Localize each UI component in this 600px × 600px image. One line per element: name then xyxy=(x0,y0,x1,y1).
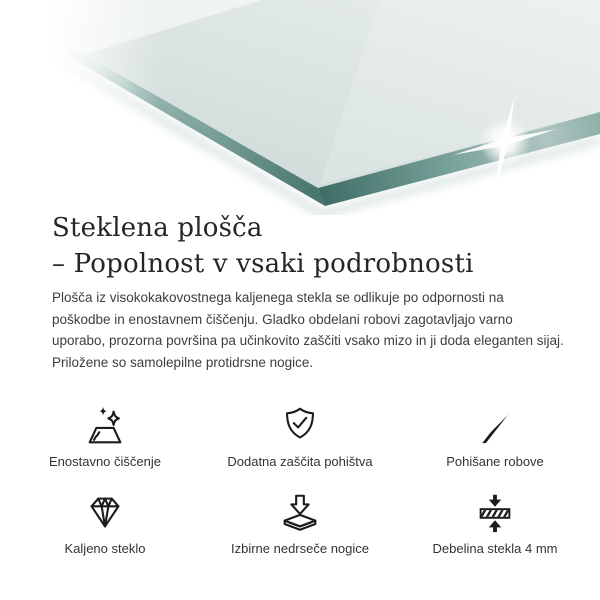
feature-grid xyxy=(0,403,600,556)
non-slip-feet-icon xyxy=(277,490,323,536)
feature-label-polished-edges: Pohišane robove xyxy=(446,454,544,469)
page-title-line1: Steklena plošča xyxy=(52,213,263,243)
feature-tempered-glass xyxy=(0,490,210,556)
feature-label-glass-thickness: Debelina stekla 4 mm xyxy=(432,541,558,556)
sparkle-clean-icon xyxy=(82,403,128,449)
glass-panel-image xyxy=(0,0,600,215)
feature-non-slip-feet xyxy=(210,490,390,556)
feature-label-easy-cleaning: Enostavno čiščenje xyxy=(48,454,161,469)
feature-glass-thickness xyxy=(390,490,600,556)
feature-label-non-slip-feet: Izbirne nedrseče nogice xyxy=(230,541,370,556)
page-title-line2: – Popolnost v vsaki podrobnosti xyxy=(52,249,474,279)
tempered-glass-diamond-icon xyxy=(82,490,128,536)
feature-easy-cleaning xyxy=(0,403,210,469)
polished-edges-icon xyxy=(472,403,518,449)
feature-polished-edges xyxy=(390,403,600,469)
glass-panel-illustration xyxy=(0,0,600,215)
product-description-text: Plošča iz visokokakovostnega kaljenega stekla se odlikuje po odpornosti na poškodbe in enostavnem čiščenju. Gladko obdelani robovi zagotavljajo varno uporabo, prozorna površina pa učinkovito zaščiti vsako mizo in ji doda eleganten sijaj. Priložene so samolepilne protidrsne nogice. xyxy=(52,290,564,370)
shield-check-icon xyxy=(277,403,323,449)
feature-label-tempered-glass: Kaljeno steklo xyxy=(64,541,146,556)
glass-thickness-icon xyxy=(472,490,518,536)
page-title xyxy=(52,210,572,282)
feature-label-furniture-protection: Dodatna zaščita pohištva xyxy=(227,454,373,469)
feature-furniture-protection xyxy=(210,403,390,469)
